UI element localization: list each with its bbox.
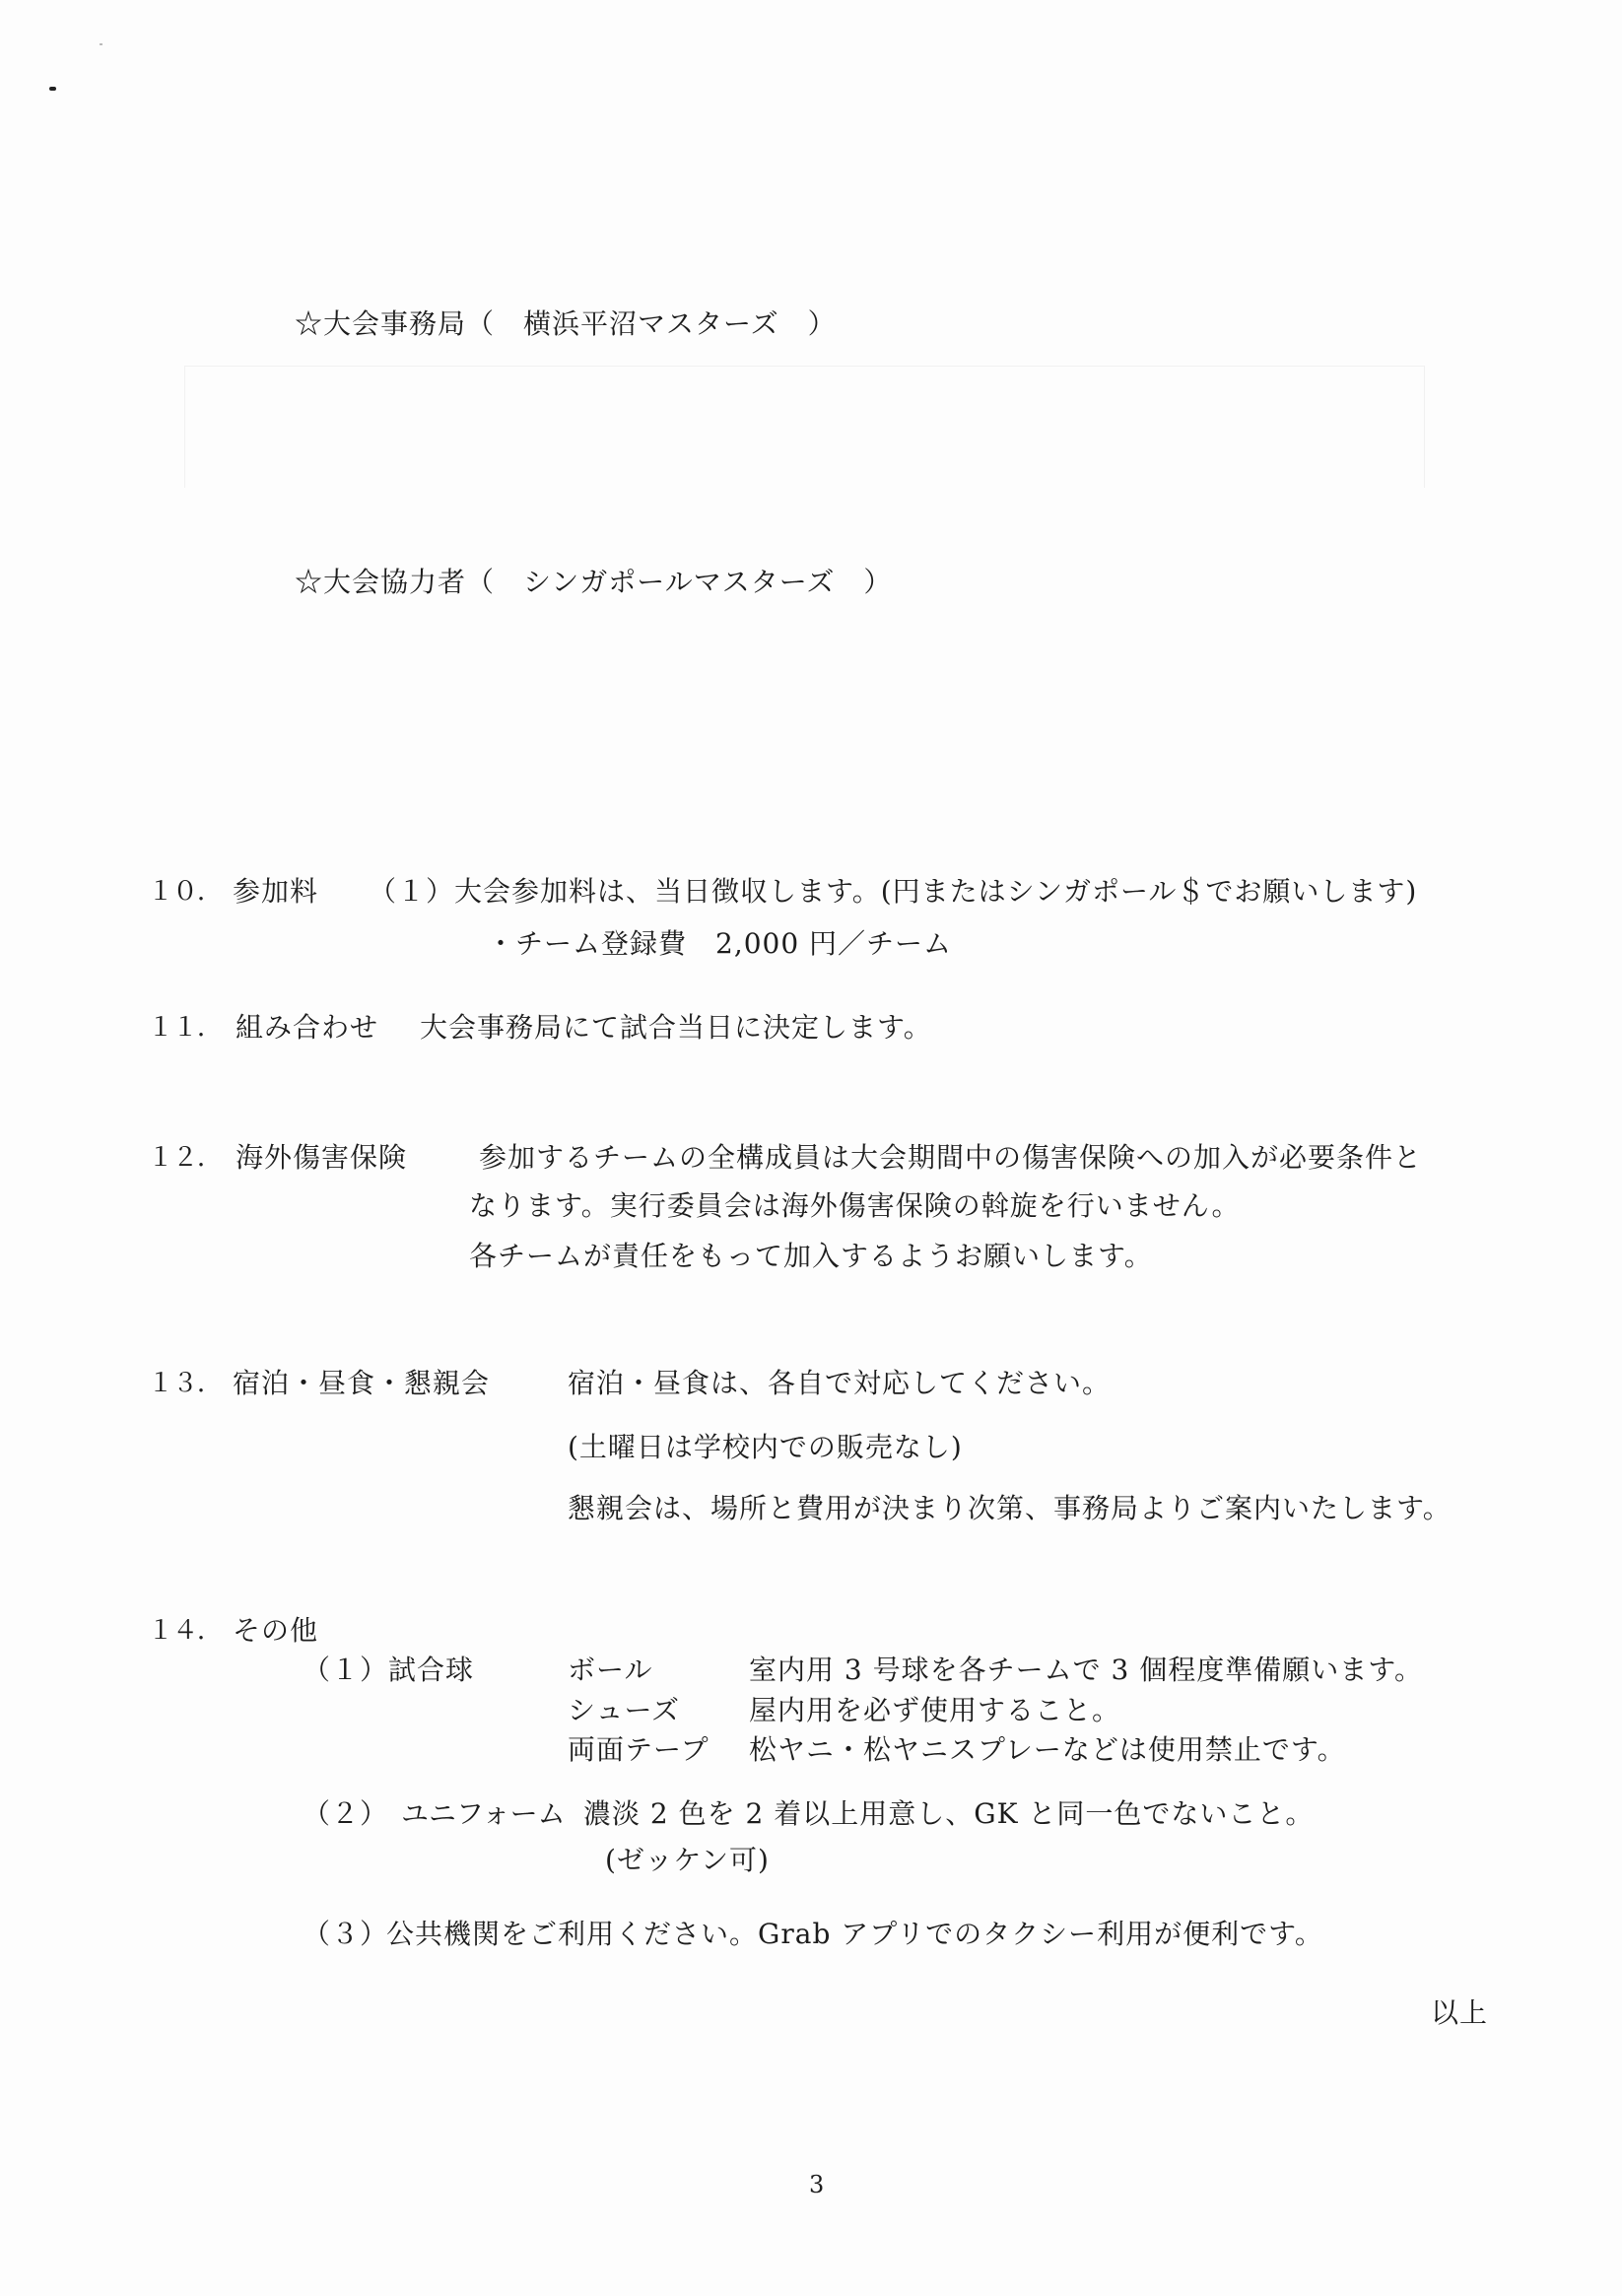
section-line: 宿泊・昼食は、各自で対応してください。 (568, 1367, 1112, 1399)
item-note: (ゼッケン可) (605, 1844, 770, 1876)
item-text: 濃淡 2 色を 2 着以上用意し、GK と同一色でないこと。 (583, 1797, 1315, 1830)
section-title: 海外傷害保険 (236, 1141, 408, 1174)
item-label: （２） (303, 1797, 389, 1830)
closing-mark: 以上 (1431, 1996, 1489, 2029)
section-title: 宿泊・昼食・懇親会 (233, 1367, 491, 1399)
row-text: 室内用 3 号球を各チームで 3 個程度準備願います。 (749, 1654, 1423, 1686)
page-number: 3 (809, 2171, 825, 2198)
row-name: ボール (568, 1654, 653, 1686)
section-line: 各チームが責任をもって加入するようお願いします。 (469, 1240, 1153, 1272)
scan-speck (49, 87, 56, 91)
section-title: その他 (233, 1614, 319, 1647)
section-title: 組み合わせ (236, 1011, 379, 1044)
organizer-office: ☆大会事務局（ 横浜平沼マスターズ ） (295, 307, 837, 340)
item-name: ユニフォーム (401, 1797, 566, 1830)
section-number: １４． (148, 1616, 223, 1646)
row-name: 両面テープ (568, 1733, 710, 1766)
section-line: 懇親会は、場所と費用が決まり次第、事務局よりご案内いたします。 (568, 1492, 1452, 1524)
section-number: １０． (148, 877, 223, 907)
row-text: 松ヤニ・松ヤニスプレーなどは使用禁止です。 (749, 1733, 1346, 1766)
section-line: 大会事務局にて試合当日に決定します。 (420, 1011, 932, 1044)
section-title: 参加料 (233, 875, 319, 908)
section-line: なります。実行委員会は海外傷害保険の斡旋を行いません。 (469, 1189, 1241, 1222)
section-number: １３． (148, 1369, 223, 1398)
section-line: （１）大会参加料は、当日徴収します。(円またはシンガポール＄でお願いします) (369, 875, 1418, 908)
section-number: １２． (148, 1143, 223, 1173)
organizer-cooperator: ☆大会協力者（ シンガポールマスターズ ） (295, 566, 893, 598)
section-line: ・チーム登録費 2,000 円／チーム (487, 927, 953, 960)
item-text: 公共機関をご利用ください。Grab アプリでのタクシー利用が便利です。 (386, 1918, 1323, 1950)
section-number: １１． (148, 1013, 223, 1043)
section-line: 参加するチームの全構成員は大会期間中の傷害保険への加入が必要条件と (479, 1141, 1423, 1174)
row-text: 屋内用を必ず使用すること。 (749, 1694, 1121, 1726)
section-line: (土曜日は学校内での販売なし) (568, 1431, 963, 1463)
scan-speck (100, 43, 102, 45)
item-label: （１）試合球 (303, 1654, 475, 1686)
row-name: シューズ (568, 1694, 681, 1726)
faint-box-outline (184, 366, 1425, 488)
item-label: （３） (303, 1918, 389, 1950)
